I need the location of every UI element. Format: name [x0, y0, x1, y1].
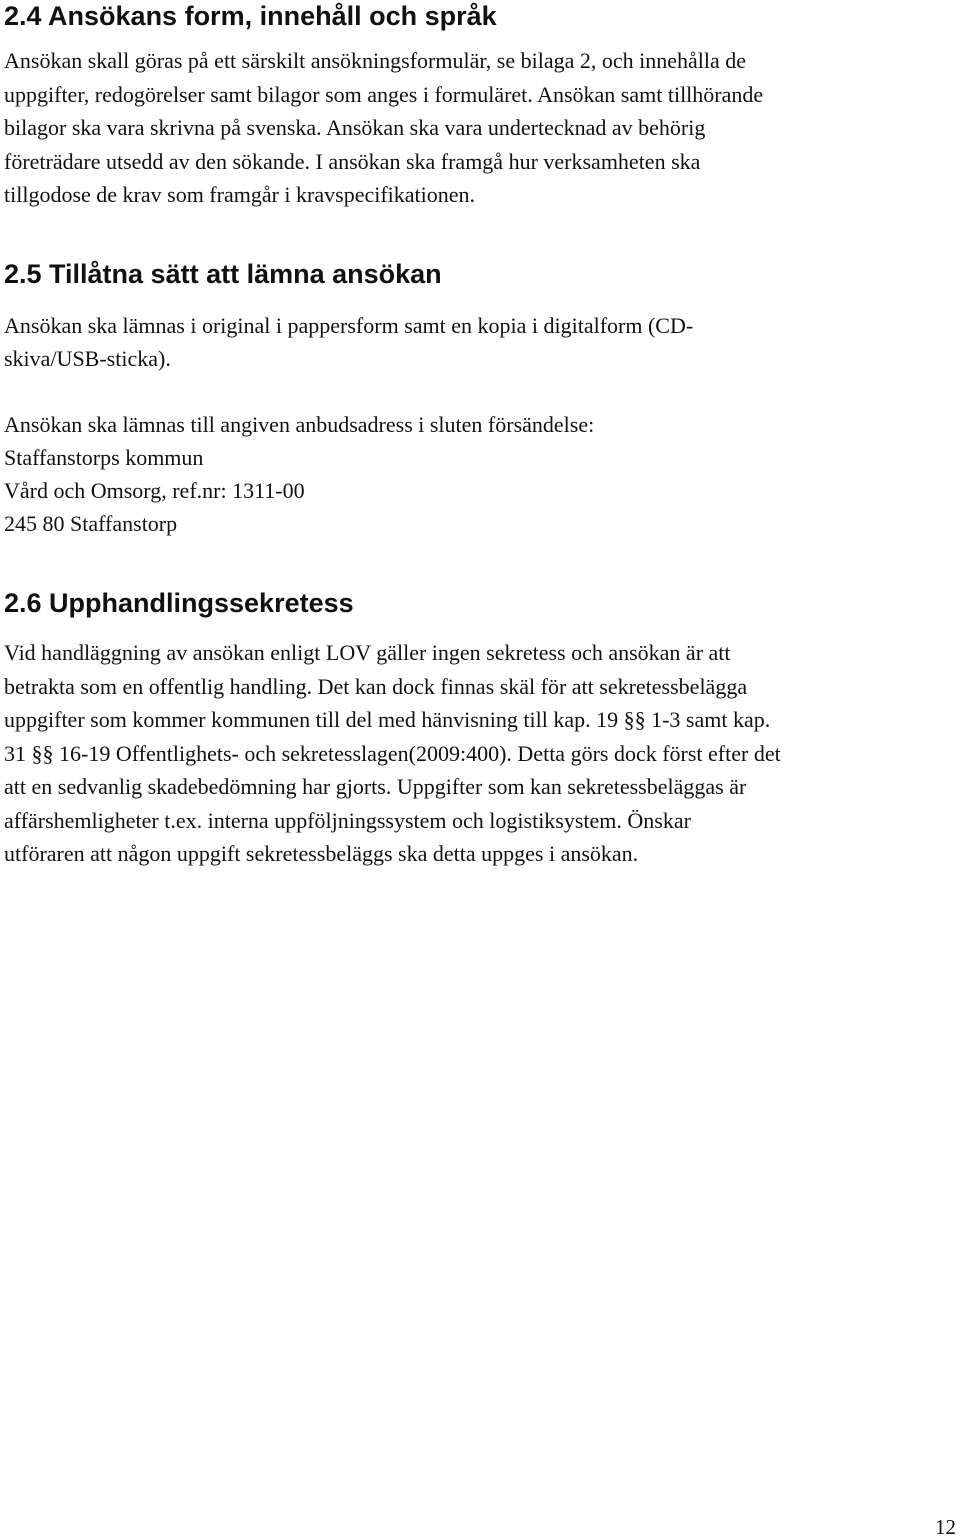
- page-number: 12: [935, 1515, 956, 1539]
- section-2-6-paragraph: [4, 636, 954, 871]
- paragraph-line: Ansökan ska lämnas till angiven anbudsadress i sluten försändelse:: [4, 412, 595, 437]
- address-line: Staffanstorps kommun: [4, 445, 204, 470]
- section-2-5-paragraph-2: [4, 408, 954, 540]
- paragraph-line: Vid handläggning av ansökan enligt LOV gäller ingen sekretess och ansökan är att: [4, 640, 731, 665]
- paragraph-line: 31 §§ 16-19 Offentlighets- och sekretesslagen(2009:400). Detta görs dock först efter det: [4, 740, 781, 766]
- section-heading-2-4: 2.4 Ansökans form, innehåll och språk: [4, 1, 497, 31]
- section-2-4-paragraph: [4, 44, 954, 212]
- paragraph-line: bilagor ska vara skrivna på svenska. Ansökan ska vara undertecknad av behörig: [4, 115, 706, 140]
- address-line: Vård och Omsorg, ref.nr: 1311-00: [4, 478, 305, 503]
- paragraph-line: betrakta som en offentlig handling. Det kan dock finnas skäl för att sekretessbelägga: [4, 673, 748, 699]
- section-heading-2-6: 2.6 Upphandlingssekretess: [4, 588, 354, 618]
- paragraph-line: Ansökan ska lämnas i original i pappersform samt en kopia i digitalform (CD-: [4, 313, 694, 338]
- paragraph-line: Ansökan skall göras på ett särskilt ansökningsformulär, se bilaga 2, och innehålla de: [4, 48, 747, 73]
- paragraph-line: uppgifter som kommer kommunen till del med hänvisning till kap. 19 §§ 1-3 samt kap.: [4, 707, 771, 732]
- section-2-5-paragraph-1: [4, 309, 954, 375]
- paragraph-line: utföraren att någon uppgift sekretessbeläggs ska detta uppges i ansökan.: [4, 841, 639, 866]
- address-line: 245 80 Staffanstorp: [4, 511, 178, 536]
- section-heading-2-5: 2.5 Tillåtna sätt att lämna ansökan: [4, 259, 442, 289]
- paragraph-line: tillgodose de krav som framgår i kravspecifikationen.: [4, 182, 476, 207]
- paragraph-line: affärshemligheter t.ex. interna uppföljningssystem och logistiksystem. Önskar: [4, 807, 691, 833]
- paragraph-line: företrädare utsedd av den sökande. I ansökan ska framgå hur verksamheten ska: [4, 148, 701, 174]
- paragraph-line: skiva/USB-sticka).: [4, 346, 171, 371]
- paragraph-line: att en sedvanlig skadebedömning har gjorts. Uppgifter som kan sekretessbeläggas är: [4, 774, 747, 799]
- paragraph-line: uppgifter, redogörelser samt bilagor som anges i formuläret. Ansökan samt tillhörande: [4, 81, 764, 107]
